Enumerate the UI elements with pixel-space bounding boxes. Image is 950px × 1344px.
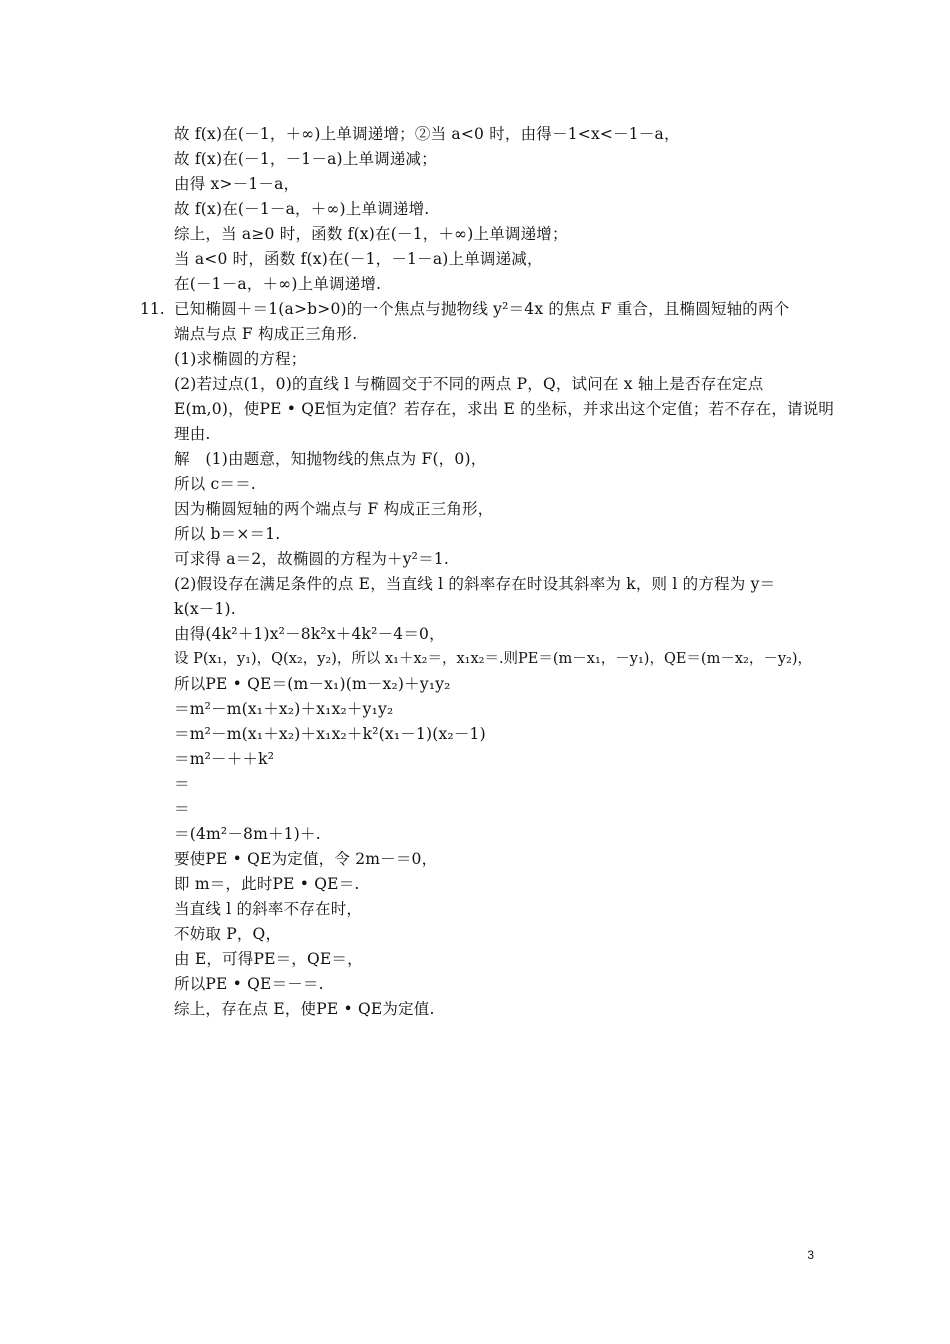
solution-line: ＝ xyxy=(174,800,190,818)
solution-line: 所以 b＝×＝1. xyxy=(174,525,281,543)
solution-line: 所以PE • QE＝－＝. xyxy=(174,975,324,993)
problem-text-line: 端点与点 F 构成正三角形. xyxy=(174,325,358,343)
page-number: 3 xyxy=(807,1248,814,1262)
solution-line: 即 m＝，此时PE • QE＝. xyxy=(174,875,360,893)
solution-line: 由 E，可得PE＝，QE＝， xyxy=(174,950,363,968)
solution-line: ＝m²－m(x₁＋x₂)＋x₁x₂＋k²(x₁－1)(x₂－1) xyxy=(174,725,486,743)
solution-line: 所以 c＝＝. xyxy=(174,475,256,493)
problem-number: 11. xyxy=(140,300,165,318)
text-line: 故 f(x)在(－1－a，＋∞)上单调递增. xyxy=(174,200,430,218)
text-line: 当 a<0 时，函数 f(x)在(－1，－1－a)上单调递减， xyxy=(174,250,543,268)
solution-line: 因为椭圆短轴的两个端点与 F 构成正三角形， xyxy=(174,500,494,518)
problem-text-line: E(m,0)，使PE • QE恒为定值？若存在，求出 E 的坐标，并求出这个定值；若不存在，请说明 xyxy=(174,400,835,418)
solution-line: 解 (1)由题意，知抛物线的焦点为 F(，0)， xyxy=(174,450,487,468)
text-line: 由得 x>－1－a， xyxy=(174,175,300,193)
problem-text-line: (1)求椭圆的方程； xyxy=(174,350,307,368)
solution-line: 综上，存在点 E，使PE • QE为定值. xyxy=(174,1000,435,1018)
solution-line: 所以PE • QE＝(m－x₁)(m－x₂)＋y₁y₂ xyxy=(174,675,451,693)
solution-line: 设 P(x₁，y₁)，Q(x₂，y₂)，所以 x₁＋x₂＝，x₁x₂＝.则PE＝(m－x₁，－y₁)，QE＝(m－x₂，－y₂)， xyxy=(174,651,812,667)
text-line: 故 f(x)在(－1，＋∞)上单调递增；②当 a<0 时，由得－1<x<－1－a， xyxy=(174,125,680,143)
solution-line: ＝m²－m(x₁＋x₂)＋x₁x₂＋y₁y₂ xyxy=(174,700,394,718)
problem-text-line: (2)若过点(1，0)的直线 l 与椭圆交于不同的两点 P，Q，试问在 x 轴上是否存在定点 xyxy=(174,375,764,393)
problem-text-line: 已知椭圆＋＝1(a>b>0)的一个焦点与抛物线 y²＝4x 的焦点 F 重合，且椭圆短轴的两个 xyxy=(174,300,790,318)
problem-text-line: 理由. xyxy=(174,425,211,443)
solution-line: ＝m²－＋＋k² xyxy=(174,750,275,768)
solution-line: ＝ xyxy=(174,775,190,793)
text-line: 综上，当 a≥0 时，函数 f(x)在(－1，＋∞)上单调递增； xyxy=(174,225,568,243)
solution-line: 不妨取 P，Q， xyxy=(174,925,282,943)
text-line: 在(－1－a，＋∞)上单调递增. xyxy=(174,275,382,293)
solution-line: 由得(4k²＋1)x²－8k²x＋4k²－4＝0， xyxy=(174,625,445,643)
solution-line: 当直线 l 的斜率不存在时， xyxy=(174,900,363,918)
solution-line: 要使PE • QE为定值，令 2m－＝0， xyxy=(174,850,438,868)
solution-line: 可求得 a＝2，故椭圆的方程为＋y²＝1. xyxy=(174,550,449,568)
solution-line: k(x－1). xyxy=(174,600,236,618)
text-line: 故 f(x)在(－1，－1－a)上单调递减； xyxy=(174,150,437,168)
solution-line: (2)假设存在满足条件的点 E，当直线 l 的斜率存在时设其斜率为 k，则 l 的方程为 y＝ xyxy=(174,575,776,593)
solution-line: ＝(4m²－8m＋1)＋. xyxy=(174,825,321,843)
